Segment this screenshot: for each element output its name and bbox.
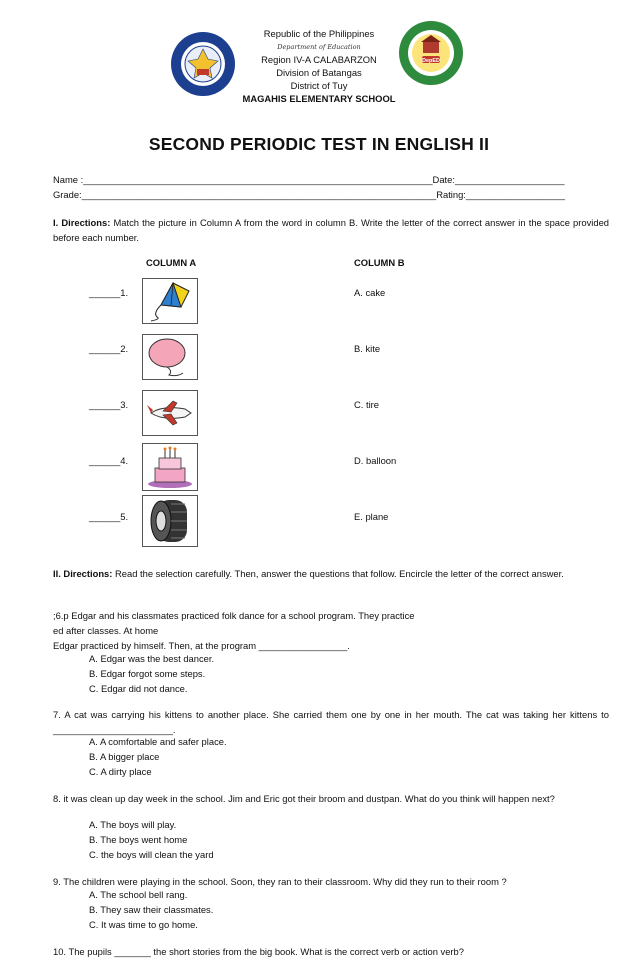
item-3-picture <box>142 390 198 436</box>
column-b-header: COLUMN B <box>354 257 405 268</box>
q6-option-b: B. Edgar forgot some steps. <box>89 668 206 679</box>
q7-option-c: C. A dirty place <box>89 766 152 777</box>
header-republic: Republic of the Philippines <box>263 28 375 39</box>
q9-option-a: A. The school bell rang. <box>89 889 188 900</box>
item-3-blank: ______3. <box>89 399 129 410</box>
part2-text: Read the selection carefully. Then, answer the questions that follow. Encircle the letter of the correct answer. <box>112 568 564 579</box>
part1-directions <box>53 215 609 245</box>
answer-c: C. tire <box>354 399 380 410</box>
answer-e: E. plane <box>354 511 389 522</box>
tire-icon <box>143 496 197 546</box>
answer-b: B. kite <box>354 343 381 354</box>
q10-text: 10. The pupils _______ the short stories from the big book. What is the correct verb or action verb? <box>53 946 464 957</box>
test-title: SECOND PERIODIC TEST IN ENGLISH II <box>148 134 490 154</box>
q6-option-c: C. Edgar did not dance. <box>89 683 188 694</box>
q6-option-a: A. Edgar was the best dancer. <box>89 653 215 664</box>
q8-text: 8. it was clean up day week in the school. Jim and Eric got their broom and dustpan. What do you think will happen next? <box>53 793 555 804</box>
q8-option-b: B. The boys went home <box>89 834 188 845</box>
answer-d: D. balloon <box>354 455 397 466</box>
name-date-line: Name :___________________________________________________________________Date:_____________________ <box>53 174 565 185</box>
answer-a: A. cake <box>354 287 386 298</box>
item-2-picture <box>142 334 198 380</box>
header-division: Division of Batangas <box>276 67 362 78</box>
part2-label: II. Directions: <box>53 568 113 579</box>
q9-text: 9. The children were playing in the school. Soon, they ran to their classroom. Why did they run to their room ? <box>53 876 507 887</box>
q9-option-b: B. They saw their classmates. <box>89 904 214 915</box>
item-5-picture <box>142 495 198 547</box>
part2-directions <box>53 566 609 581</box>
plane-icon <box>143 391 197 435</box>
item-1-picture <box>142 278 198 324</box>
header-district: District of Tuy <box>290 80 348 91</box>
q8-option-a: A. The boys will play. <box>89 819 177 830</box>
item-4-picture <box>142 443 198 491</box>
item-1-blank: ______1. <box>89 287 129 298</box>
seal-badge-text: DepED <box>421 58 441 64</box>
column-a-header: COLUMN A <box>146 257 197 268</box>
part1-label: I. Directions: <box>53 217 111 228</box>
grade-rating-line: Grade:____________________________________________________________________Rating:___________________ <box>53 189 565 200</box>
cake-icon <box>143 444 197 490</box>
kite-icon <box>143 279 197 323</box>
header-department: Department of Education <box>277 43 361 51</box>
q6-line-3: Edgar practiced by himself. Then, at the program _________________. <box>53 640 350 651</box>
q6-line-2: ed after classes. At home <box>53 625 159 636</box>
q6-line-1: ;6.p Edgar and his classmates practiced folk dance for a school program. They practice <box>53 610 415 621</box>
item-2-blank: ______2. <box>89 343 129 354</box>
q7-option-b: B. A bigger place <box>89 751 160 762</box>
balloon-icon <box>143 335 197 379</box>
q8-option-c: C. the boys will clean the yard <box>89 849 214 860</box>
item-5-blank: ______5. <box>89 511 129 522</box>
item-4-blank: ______4. <box>89 455 129 466</box>
header-school: MAGAHIS ELEMENTARY SCHOOL <box>242 93 396 104</box>
header-region: Region IV-A CALABARZON <box>261 54 377 65</box>
q9-option-c: C. It was time to go home. <box>89 919 198 930</box>
q7-option-a: A. A comfortable and safer place. <box>89 736 227 747</box>
part1-text: Match the picture in Column A from the word in column B. Write the letter of the correct answer in the space provided before each number. <box>53 217 610 243</box>
q7-text: 7. A cat was carrying his kittens to another place. She carried them one by one in her mouth. The cat was taking her kittens to _______________________. <box>53 709 609 735</box>
